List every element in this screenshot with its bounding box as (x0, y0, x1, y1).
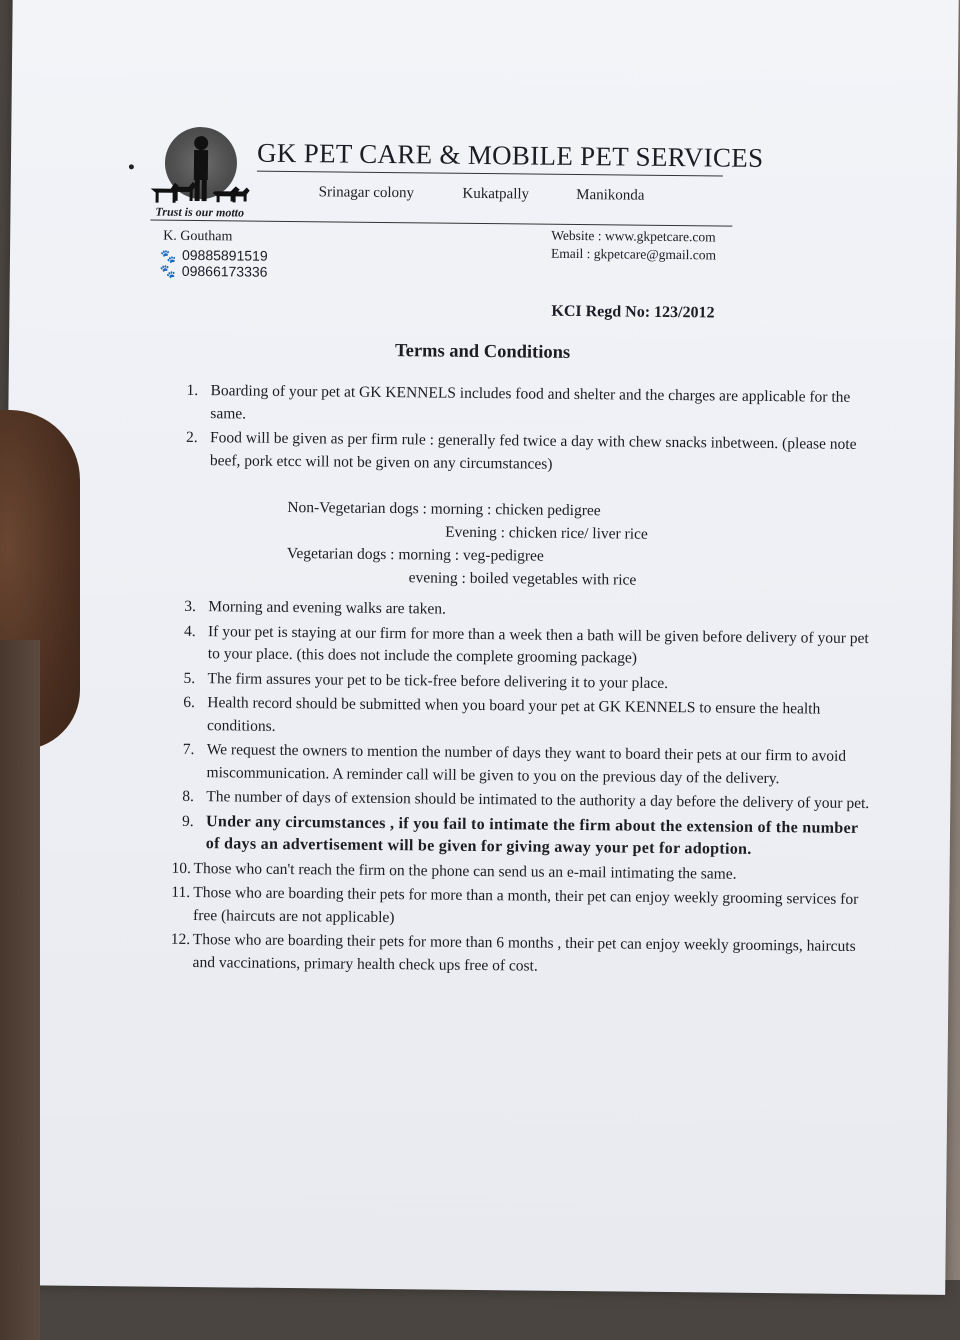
term-text: Food will be given as per firm rule : generally fed twice a day with chew snacks inbetween. (please note beef, pork etcc will not be given on any circumstances) (209, 429, 857, 473)
term-number: 6. (183, 693, 196, 712)
term-item (172, 810, 872, 862)
divider (150, 220, 732, 227)
phone-number: 09885891519 (181, 246, 268, 264)
term-number: 5. (183, 669, 196, 687)
company-name: GK PET CARE & MOBILE PET SERVICES (256, 137, 764, 173)
term-number: 9. (182, 812, 194, 830)
term-text: The firm assures your pet to be tick-free before delivering it to your place. (207, 669, 669, 692)
nonveg-evening: Evening : chicken rice/ liver rice (445, 523, 648, 543)
motto: Trust is our motto (155, 204, 245, 220)
location-manikonda: Manikonda (576, 186, 645, 204)
website: Website : www.gkpetcare.com (551, 227, 716, 245)
term-text: If your pet is staying at our firm for more than a week then a bath will be given before delivery of your pet to your place. (this does not include the complete grooming package) (207, 622, 869, 667)
term-item (173, 692, 873, 744)
location-kukatpally: Kukatpally (462, 185, 530, 203)
term-text: Morning and evening walks are taken. (208, 598, 447, 618)
term-number: 11. (171, 883, 191, 901)
term-text: The number of days of extension should be intimated to the authority a day before the delivery of your pet. (206, 788, 870, 813)
term-item (172, 739, 872, 791)
shadow (0, 640, 40, 1340)
term-item (176, 427, 876, 479)
veg-evening: evening : boiled vegetables with rice (408, 569, 637, 589)
term-number: 4. (183, 622, 196, 640)
nonveg-morning: Non-Vegetarian dogs : morning : chicken pedigree (287, 498, 601, 520)
term-item (176, 380, 876, 432)
term-number: 10. (171, 859, 192, 877)
term-number: 7. (182, 740, 195, 759)
term-text: Those who are boarding their pets for more than 6 months , their pet can enjoy weekly groomings, haircuts and vaccinations, primary health check ups free of cost. (192, 931, 856, 975)
location-srinagar: Srinagar colony (318, 184, 415, 202)
term-text: Those who are boarding their pets for more than a month, their pet can enjoy weekly grooming services for free (haircuts are not applicable) (193, 884, 859, 926)
contact-name: K. Goutham (163, 228, 233, 245)
term-number: 12. (170, 930, 191, 948)
terms-list (170, 380, 876, 983)
feeding-schedule (174, 496, 875, 599)
term-item (171, 882, 871, 934)
stray-dot (129, 164, 134, 169)
veg-morning: Vegetarian dogs : morning : veg-pedigree (286, 544, 544, 565)
term-number: 1. (186, 381, 199, 400)
document-title: Terms and Conditions (394, 341, 571, 363)
term-text: We request the owners to mention the number of days they want to board their pets at our firm to avoid miscommunication. A reminder call will be given to you on the previous day of the delivery. (206, 741, 847, 787)
term-number: 8. (182, 787, 195, 806)
term-text: Under any circumstances , if you fail to intimate the firm about the extension of the number of days an advertisement will be given for giving away your pet for adoption. (205, 812, 859, 858)
registration-number: KCI Regd No: 123/2012 (551, 302, 715, 322)
locations (319, 184, 645, 204)
term-item (170, 929, 870, 981)
term-text: Health record should be submitted when you board your pet at GK KENNELS to ensure the health conditions. (207, 694, 821, 735)
term-number: 3. (184, 597, 197, 616)
phone-number: 09866173336 (181, 262, 268, 280)
paw-icon: 🐾 (159, 248, 177, 264)
term-number: 2. (186, 428, 198, 447)
email: Email : gkpetcare@gmail.com (550, 245, 717, 263)
term-text: Boarding of your pet at GK KENNELS includes food and shelter and the charges are applicable for the same. (210, 382, 851, 423)
paw-icon: 🐾 (159, 263, 177, 279)
term-text: Those who can't reach the firm on the phone can send us an e-mail intimating the same. (193, 859, 737, 883)
term-item (174, 620, 874, 672)
